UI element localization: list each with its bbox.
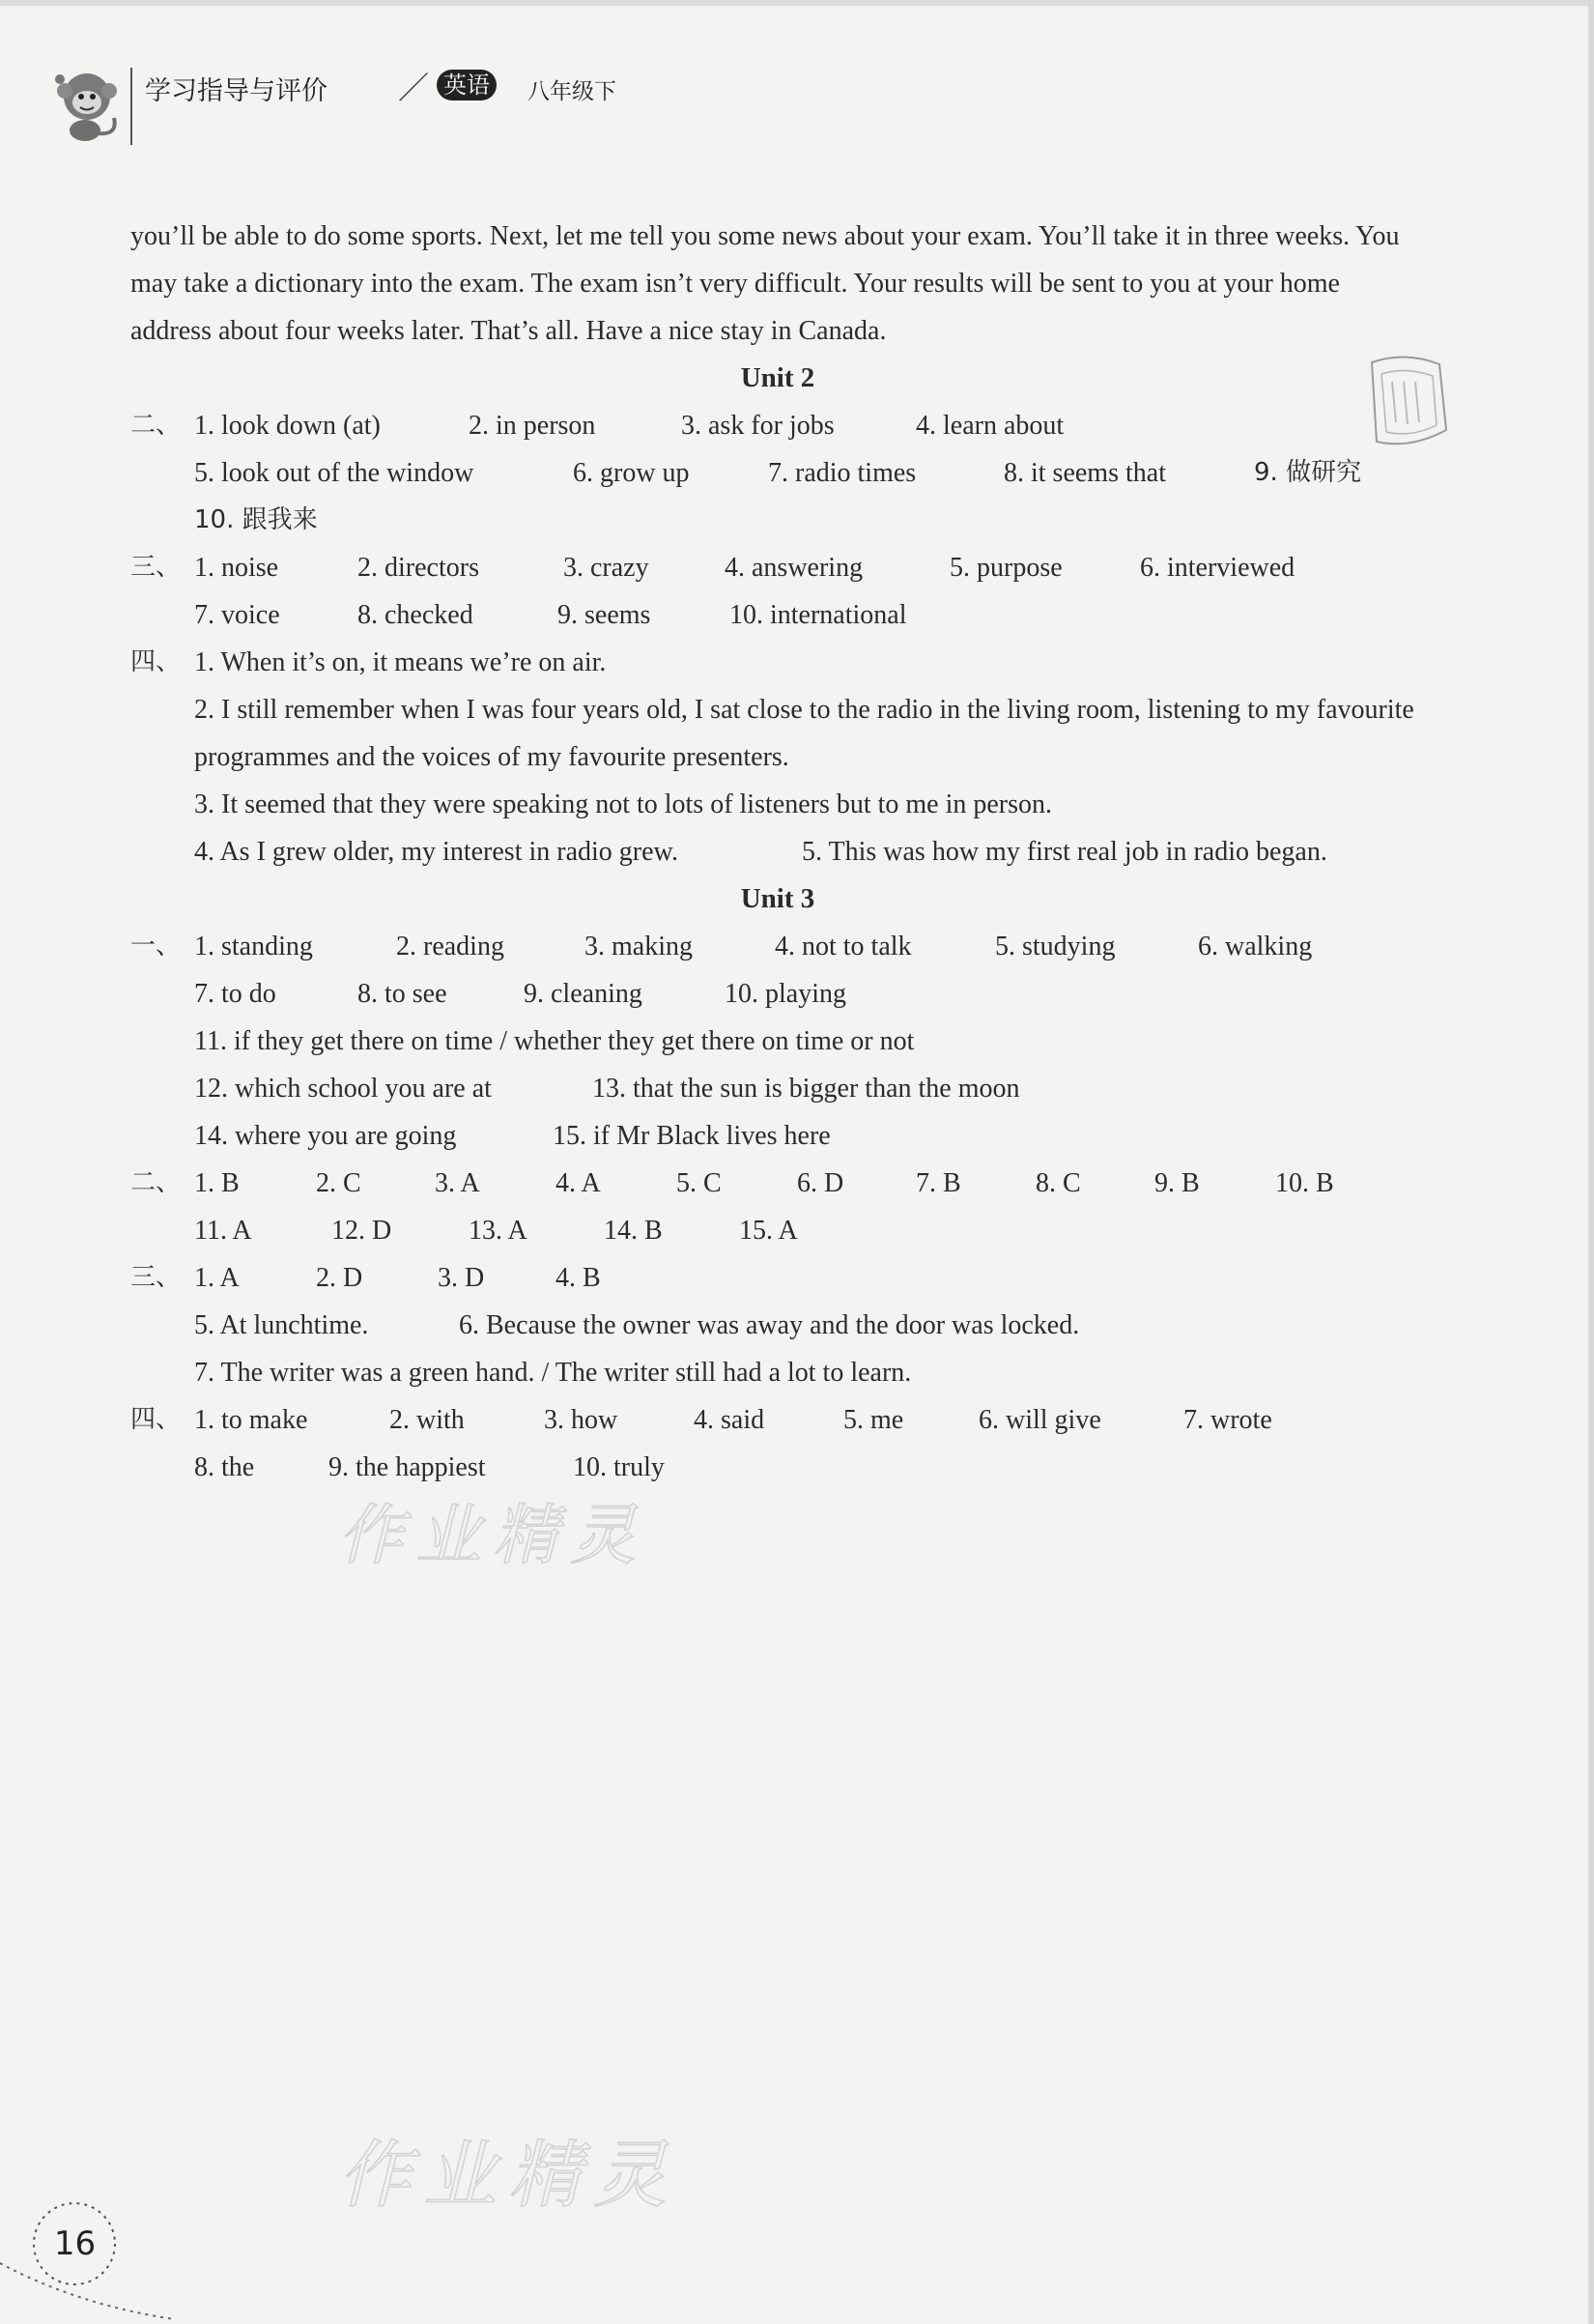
answer-item: 1. to make [194, 1405, 308, 1435]
answer-item: 15. A [739, 1216, 798, 1246]
answer-item: 9. 做研究 [1254, 458, 1362, 487]
answer-item: 1. A [194, 1263, 240, 1293]
answer-item: 7. to do [194, 979, 276, 1009]
answer-row [130, 1065, 1425, 1112]
answer-item: 2. reading [396, 932, 504, 961]
answer-item: 4. said [694, 1405, 765, 1435]
answer-item: 8. C [1036, 1168, 1081, 1198]
answer-item: 7. radio times [768, 458, 917, 488]
answer-item: 6. walking [1198, 932, 1313, 961]
answer-item: 15. if Mr Black lives here [553, 1121, 831, 1151]
answer-row [130, 970, 1425, 1018]
intro-paragraph: you’ll be able to do some sports. Next, let me tell you some news about your exam. You’ll take it in three weeks. You may take a dictionary into the exam. The exam isn’t very difficult. Your results will be sent to you at your home address about four weeks later. That’s all. Have a nice stay in Canada. [130, 221, 1400, 346]
answer-item: 2. C [316, 1168, 361, 1198]
answer-item: 5. purpose [950, 553, 1063, 583]
decorative-dotted-curve [0, 2252, 193, 2324]
header-divider [130, 68, 132, 145]
answer-row [130, 1207, 1425, 1254]
answer-item: 11. A [194, 1216, 252, 1246]
section-label: 二、 [130, 411, 182, 440]
answer-item: 4. B [555, 1263, 601, 1293]
section-label: 三、 [130, 553, 182, 582]
section-label: 一、 [130, 932, 182, 961]
answer-row [130, 1112, 1425, 1160]
page-edge-right [1588, 0, 1594, 2324]
answer-item: 13. that the sun is bigger than the moon [592, 1074, 1020, 1104]
answer-item: 1. look down (at) [194, 411, 381, 441]
answer-item: 9. the happiest [328, 1452, 486, 1482]
answer-item: 6. D [797, 1168, 844, 1198]
watermark: 作业精灵 [338, 1498, 648, 1574]
answer-item: 2. I still remember when I was four years old, I sat close to the radio in the living room, listening to my favourite programmes and the voices of my favourite presenters. [194, 695, 1414, 772]
section-label: 四、 [130, 1405, 182, 1434]
answer-item: 14. where you are going [194, 1121, 457, 1151]
answer-item: 5. At lunchtime. [194, 1310, 369, 1340]
book-title: 学习指导与评价 [145, 76, 327, 106]
answer-item: 1. noise [194, 553, 279, 583]
answer-item: 4. A [555, 1168, 601, 1198]
answer-item: 5. me [843, 1405, 904, 1435]
header-slash: ／ [398, 70, 430, 106]
answer-item: 8. the [194, 1452, 255, 1482]
answer-item: 5. look out of the window [194, 458, 474, 488]
answer-item: 10. playing [725, 979, 846, 1009]
answer-row [130, 1018, 1425, 1065]
grade-label: 八年级下 [527, 79, 616, 104]
answer-item: 6. grow up [573, 458, 690, 488]
answer-row [130, 1396, 1425, 1444]
answer-row [130, 828, 1425, 875]
answer-item: 8. to see [357, 979, 447, 1009]
answer-item: 4. not to talk [775, 932, 912, 961]
answer-item: 4. learn about [916, 411, 1065, 441]
answer-item: 6. Because the owner was away and the door was locked. [459, 1310, 1080, 1340]
page-header [39, 58, 715, 155]
answer-item: 11. if they get there on time / whether they get there on time or not [194, 1026, 915, 1056]
answer-row [130, 686, 1425, 781]
answer-row [130, 402, 1425, 449]
page-edge [0, 0, 1594, 6]
answer-item: 7. voice [194, 600, 280, 630]
answer-row [130, 591, 1425, 639]
answer-item: 2. with [389, 1405, 465, 1435]
unit-3-title: Unit 3 [740, 883, 815, 914]
answer-item: 14. B [604, 1216, 663, 1246]
answer-row [130, 1302, 1425, 1349]
answer-item: 3. crazy [563, 553, 649, 583]
answer-item: 4. As I grew older, my interest in radio grew. [194, 837, 678, 867]
answer-item: 2. directors [357, 553, 479, 583]
answer-item: 12. which school you are at [194, 1074, 492, 1104]
answer-item: 3. how [544, 1405, 618, 1435]
page-number: 16 [53, 2224, 97, 2263]
answer-item: 6. interviewed [1140, 553, 1295, 583]
answer-item: 12. D [331, 1216, 392, 1246]
answer-item: 2. D [316, 1263, 363, 1293]
answer-row [130, 1254, 1425, 1302]
watermark: 作业精灵 [338, 2132, 678, 2218]
answer-item: 5. studying [995, 932, 1116, 961]
answer-item: 4. answering [725, 553, 864, 583]
answer-item: 3. It seemed that they were speaking not to lots of listeners but to me in person. [194, 789, 1053, 819]
answer-row [130, 1160, 1425, 1207]
answer-item: 3. ask for jobs [681, 411, 835, 441]
answer-row [130, 639, 1425, 686]
answer-item: 2. in person [469, 411, 596, 441]
answer-item: 8. it seems that [1004, 458, 1166, 488]
answer-item: 10. B [1275, 1168, 1334, 1198]
answer-item: 8. checked [357, 600, 473, 630]
answer-row [130, 449, 1425, 497]
answer-item: 10. truly [573, 1452, 665, 1482]
answer-item: 7. B [916, 1168, 961, 1198]
answer-item: 3. D [438, 1263, 485, 1293]
answer-content [130, 213, 1425, 1491]
answer-item: 3. making [584, 932, 693, 961]
answer-item: 10. 跟我来 [194, 505, 318, 534]
answer-item: 9. cleaning [524, 979, 642, 1009]
answer-item: 5. This was how my first real job in radio began. [802, 837, 1327, 867]
answer-item: 6. will give [979, 1405, 1101, 1435]
answer-row [130, 923, 1425, 970]
subject-badge: 英语 [437, 70, 497, 100]
answer-item: 13. A [469, 1216, 527, 1246]
answer-item: 9. seems [557, 600, 651, 630]
answer-item: 7. The writer was a green hand. / The writer still had a lot to learn. [194, 1358, 912, 1388]
answer-item: 1. When it’s on, it means we’re on air. [194, 647, 607, 677]
answer-item: 5. C [676, 1168, 722, 1198]
answer-row [130, 544, 1425, 591]
section-label: 四、 [130, 647, 182, 676]
answer-row [130, 781, 1425, 828]
monkey-mascot-icon [39, 58, 126, 145]
answer-item: 10. international [729, 600, 907, 630]
answer-item: 9. B [1154, 1168, 1200, 1198]
answer-row [130, 1444, 1425, 1491]
unit-2-title: Unit 2 [740, 362, 815, 393]
answer-item: 3. A [435, 1168, 480, 1198]
answer-row [130, 497, 1425, 544]
section-label: 二、 [130, 1168, 182, 1197]
answer-item: 1. standing [194, 932, 313, 961]
answer-row [130, 1349, 1425, 1396]
section-label: 三、 [130, 1263, 182, 1292]
answer-item: 7. wrote [1183, 1405, 1272, 1435]
answer-item: 1. B [194, 1168, 240, 1198]
